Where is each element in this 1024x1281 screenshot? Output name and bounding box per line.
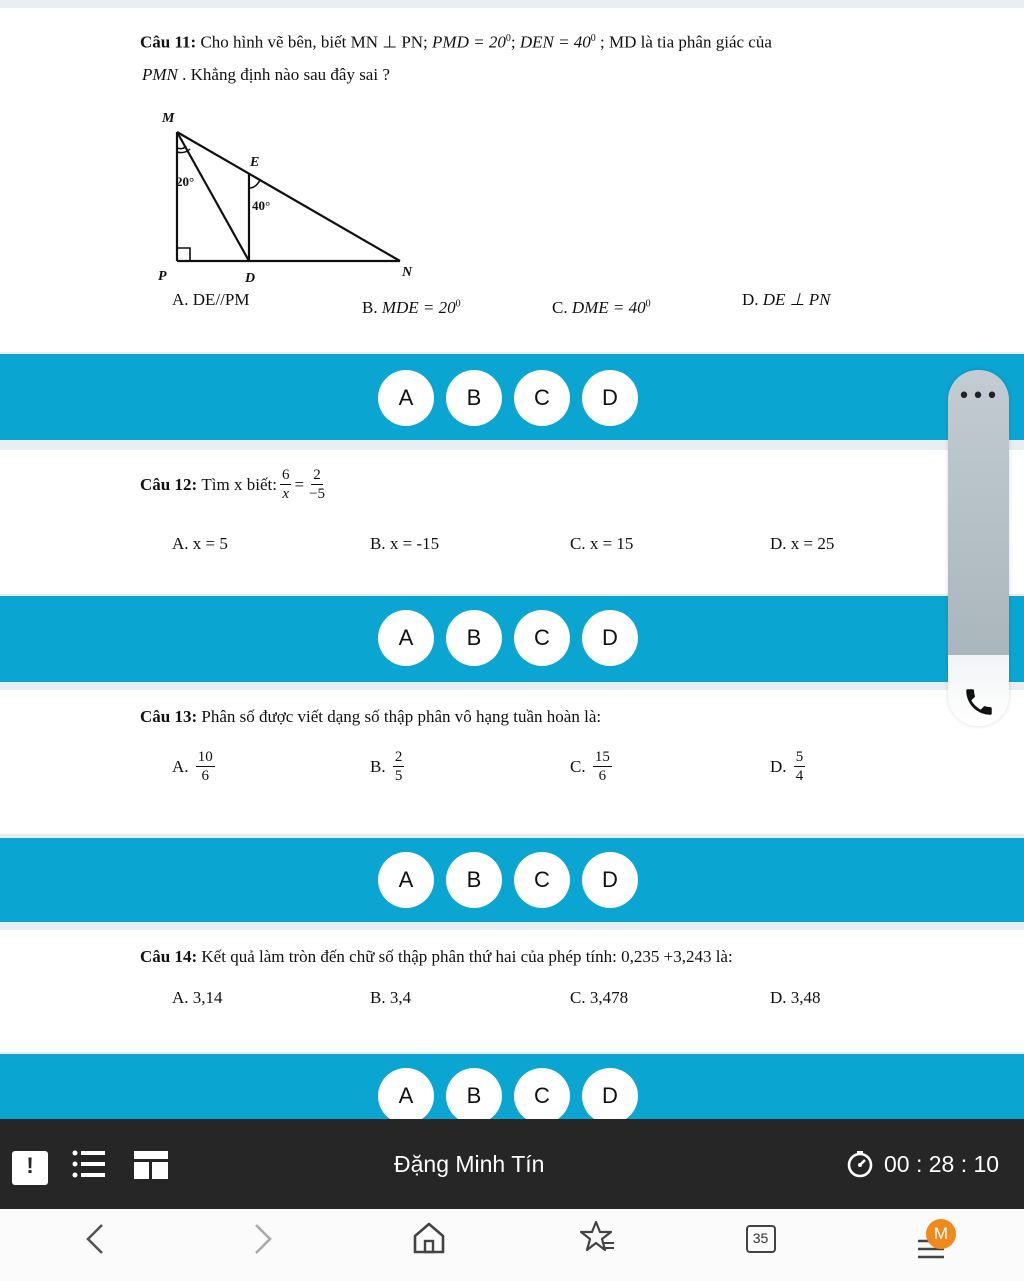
answer-b-button[interactable]: B — [446, 852, 502, 908]
layout-icon[interactable] — [134, 1151, 168, 1179]
bookmark-icon[interactable] — [580, 1219, 616, 1255]
q13-option-b: B. $\frac{2}{5}$ — [370, 749, 403, 784]
answer-a-button[interactable]: A — [378, 852, 434, 908]
fraction: $\frac{2}{5}$ — [394, 749, 403, 784]
question-13-text: Câu 13: Phân số được viết dạng số thập phân vô hạng tuần hoàn là: — [140, 707, 602, 726]
angle-20-label: 20° — [176, 174, 195, 189]
answer-band-q12 — [0, 596, 1024, 682]
answer-c-button[interactable]: C — [514, 1068, 570, 1120]
answer-a-button[interactable]: A — [378, 610, 434, 666]
answer-a-button[interactable]: A — [378, 1068, 434, 1120]
angle-40-label: 40° — [252, 198, 271, 213]
label-M: M — [162, 111, 175, 126]
q12-option-c: C. x = 15 — [570, 534, 634, 553]
question-13-card — [0, 690, 1024, 834]
answer-c-button[interactable]: C — [514, 852, 570, 908]
question-12-card — [0, 450, 1024, 594]
fraction: $\frac{2}{-5}$ — [309, 467, 326, 502]
answer-d-button[interactable]: D — [582, 370, 638, 426]
alert-icon[interactable]: ! — [12, 1151, 48, 1185]
q13-option-d: D. $\frac{5}{4}$ — [770, 749, 804, 784]
label-N: N — [402, 265, 413, 280]
question-14-card — [0, 930, 1024, 1052]
answer-c-button[interactable]: C — [514, 370, 570, 426]
answer-b-button[interactable]: B — [446, 610, 502, 666]
answer-band-q11 — [0, 354, 1024, 440]
home-icon[interactable] — [412, 1221, 446, 1255]
question-label: Câu 12: — [140, 474, 198, 494]
fraction: $\frac{6}{x}$ — [281, 467, 290, 502]
q11-option-c: C. DME = $40^0$ — [552, 298, 651, 317]
student-name: Đặng Minh Tín — [394, 1151, 545, 1177]
forward-icon[interactable] — [248, 1223, 276, 1255]
fraction: $\frac{5}{4}$ — [795, 749, 804, 784]
question-11-text-line2: PMN . Khẳng định nào sau đây sai ? — [142, 65, 390, 84]
fraction: $\frac{15}{6}$ — [594, 749, 610, 784]
q13-option-c: C. $\frac{15}{6}$ — [570, 749, 610, 784]
q11-option-d: D. DE ⊥ PN — [742, 290, 831, 309]
answer-d-button[interactable]: D — [582, 610, 638, 666]
q11-option-b: B. MDE = $20^0$ — [362, 298, 461, 317]
answer-d-button[interactable]: D — [582, 852, 638, 908]
q12-option-a: A. x = 5 — [172, 534, 228, 553]
answer-band-q14 — [0, 1054, 1024, 1120]
label-D: D — [245, 271, 256, 286]
question-label: Câu 11: — [140, 32, 197, 52]
fraction: $\frac{10}{6}$ — [197, 749, 213, 784]
phone-icon[interactable] — [962, 685, 996, 719]
countdown-timer: 00 : 28 : 10 — [884, 1151, 1000, 1177]
avatar[interactable]: M — [926, 1219, 956, 1249]
question-14-text: Câu 14: Kết quả làm tròn đến chữ số thập phân thứ hai của phép tính: 0,235 +3,243 là: — [140, 947, 733, 966]
more-icon[interactable]: ••• — [957, 384, 1000, 409]
answer-band-q13 — [0, 838, 1024, 922]
q11-option-a: A. DE//PM — [172, 290, 250, 309]
label-P: P — [158, 269, 167, 284]
exam-bottom-bar — [0, 1119, 1024, 1209]
answer-d-button[interactable]: D — [582, 1068, 638, 1120]
question-11-card — [0, 8, 1024, 352]
question-12-text: Câu 12: Tìm x biết: $\frac{6}{x}$ = $\frac{2}{-5}$ — [140, 467, 326, 502]
label-E: E — [250, 155, 260, 170]
answer-c-button[interactable]: C — [514, 610, 570, 666]
browser-nav-bar — [0, 1209, 1024, 1281]
list-icon[interactable] — [72, 1149, 106, 1179]
question-11-text: Câu 11: Cho hình vẽ bên, biết MN ⊥ PN; PMD = $20^0$; DEN = $40^0$ ; MD là tia phân giác của — [140, 32, 772, 52]
answer-b-button[interactable]: B — [446, 1068, 502, 1120]
tabs-icon[interactable]: 35 — [746, 1225, 776, 1253]
q12-option-b: B. x = -15 — [370, 534, 440, 553]
back-icon[interactable] — [82, 1223, 110, 1255]
question-label: Câu 13: — [140, 707, 198, 726]
floating-side-panel[interactable] — [948, 370, 1009, 726]
q14-option-c: C. 3,478 — [570, 988, 629, 1007]
q14-option-b: B. 3,4 — [370, 988, 412, 1007]
q12-option-d: D. x = 25 — [770, 534, 835, 553]
question-label: Câu 14: — [140, 947, 198, 966]
triangle-figure — [150, 108, 420, 288]
answer-b-button[interactable]: B — [446, 370, 502, 426]
q13-option-a: A. $\frac{10}{6}$ — [172, 749, 213, 784]
answer-a-button[interactable]: A — [378, 370, 434, 426]
timer-icon — [846, 1150, 874, 1178]
q14-option-a: A. 3,14 — [172, 988, 223, 1007]
q14-option-d: D. 3,48 — [770, 988, 821, 1007]
